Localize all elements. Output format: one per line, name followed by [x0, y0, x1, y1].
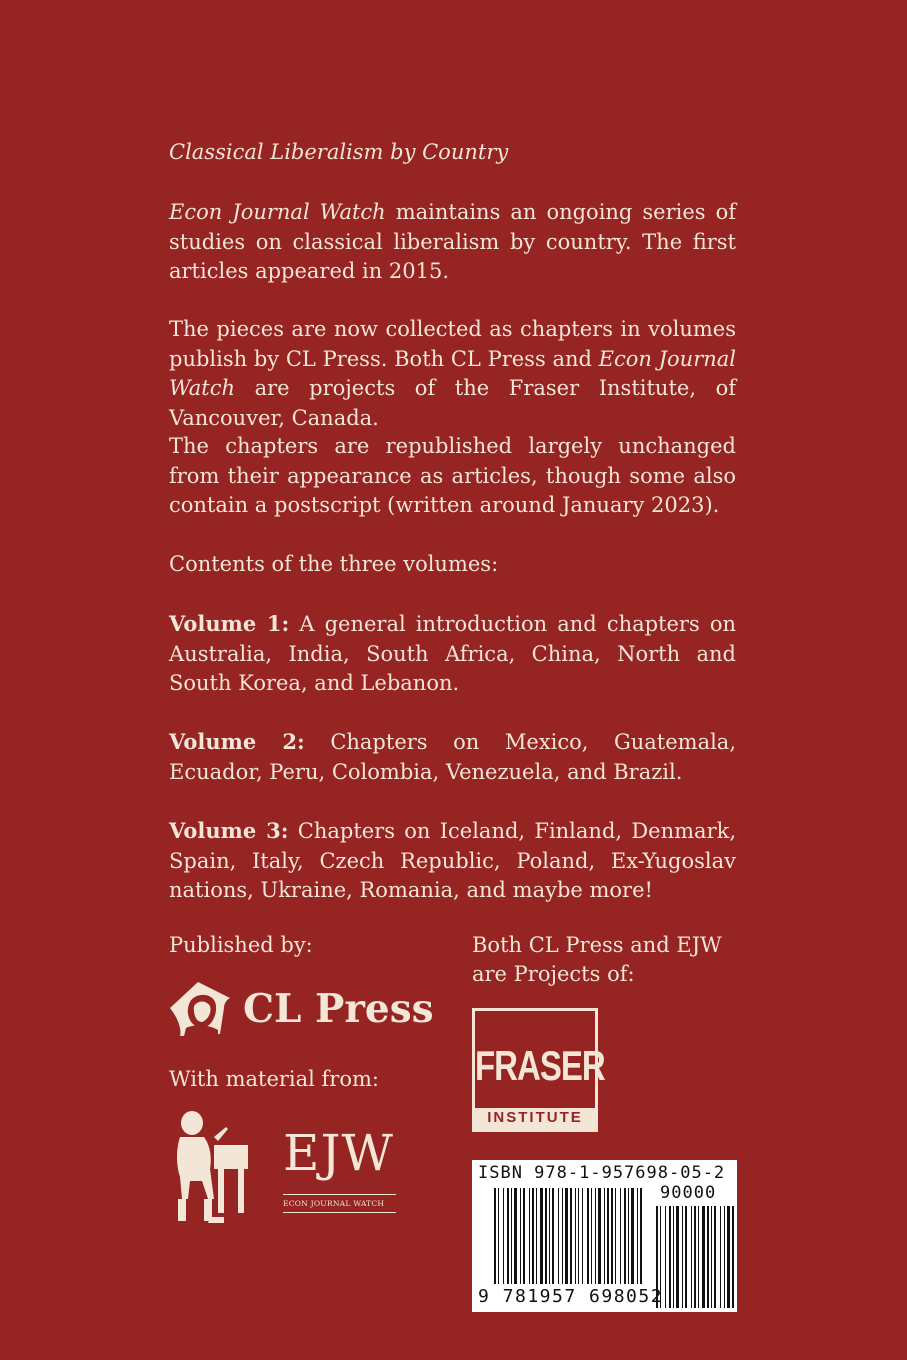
isbn-label: ISBN 978-1-957698-05-2: [478, 1163, 726, 1183]
published-by-label: Published by:: [169, 933, 313, 957]
barcode-bar: [682, 1206, 683, 1308]
barcode-bar: [694, 1206, 696, 1308]
fraser-name: FRASER: [475, 1042, 605, 1089]
journal-name: Econ Journal Watch: [169, 200, 386, 224]
barcode-bar: [665, 1206, 666, 1308]
paragraph-2: [169, 315, 736, 433]
cl-press-logo-icon: [168, 978, 236, 1040]
barcode-bar: [711, 1206, 712, 1308]
barcode-bar: [511, 1188, 512, 1284]
barcode-bar: [494, 1188, 496, 1284]
paragraph-3: The chapters are republished largely unchanged from their appearance as articles, though some also contain a postscript (written around January 2023).: [169, 434, 736, 517]
paragraph-1-text: maintains an ongoing series of studies on classical liberalism by country. The first articles appeared in 2015.: [169, 200, 736, 283]
contents-heading: Contents of the three volumes:: [169, 552, 499, 576]
barcode-bar: [582, 1188, 583, 1284]
paragraph-2-after: are projects of the Fraser Institute, of Vancouver, Canada.: [169, 376, 736, 430]
paragraph-2-before: The pieces are now collected as chapters in volumes publish by CL Press. Both CL Press and: [169, 317, 736, 371]
barcode-bar: [615, 1188, 616, 1284]
paragraph-1: [169, 198, 736, 287]
barcode-bar: [532, 1188, 534, 1284]
barcode-bar: [498, 1188, 499, 1284]
barcode-bar: [578, 1188, 579, 1284]
fraser-institute-text: INSTITUTE: [487, 1109, 583, 1126]
barcode-bar: [507, 1188, 509, 1284]
volume-label: Volume 2:: [169, 729, 305, 754]
volume-3: [169, 816, 736, 906]
fraser-institute-logo: [472, 1008, 605, 1132]
barcode-bar: [691, 1206, 692, 1308]
volume-label: Volume 1:: [169, 611, 290, 636]
price-code: 90000: [660, 1183, 717, 1203]
barcode-bar: [514, 1188, 517, 1284]
barcode-bar: [673, 1206, 674, 1308]
with-material-label: With material from:: [169, 1067, 379, 1091]
barcode-bar: [575, 1188, 576, 1284]
barcode-bar: [607, 1188, 609, 1284]
barcode-digits: 9 781957 698052: [478, 1286, 664, 1307]
barcode-bar: [620, 1188, 621, 1284]
barcode-bar: [732, 1206, 734, 1308]
projects-line-2: are Projects of:: [472, 962, 635, 986]
barcode-bar: [591, 1188, 592, 1284]
barcode-bar: [611, 1188, 613, 1284]
barcode-bar: [702, 1206, 705, 1308]
barcode-bar: [724, 1206, 725, 1308]
barcode-bar: [587, 1188, 589, 1284]
barcode-bar: [520, 1188, 521, 1284]
barcode-bar: [536, 1188, 537, 1284]
barcode-bar: [685, 1206, 687, 1308]
ejw-subtitle: ECON JOURNAL WATCH: [283, 1199, 385, 1208]
series-title: Classical Liberalism by Country: [169, 140, 509, 164]
journal-name: Econ Journal Watch: [169, 346, 736, 400]
ejw-logo-text: EJW: [283, 1124, 394, 1182]
ejw-divider: [283, 1212, 396, 1213]
barcode-bar: [637, 1188, 638, 1284]
barcode-bar: [727, 1206, 730, 1308]
barcode-bar: [624, 1188, 626, 1284]
ejw-figure-icon: [168, 1107, 252, 1225]
barcode-bar: [503, 1188, 504, 1284]
barcode-bar: [523, 1188, 525, 1284]
barcode-bar: [698, 1206, 699, 1308]
barcode-bar: [595, 1188, 596, 1284]
barcode-bar: [720, 1206, 721, 1308]
barcode-bar: [714, 1206, 716, 1308]
barcode-bar: [640, 1188, 642, 1284]
volume-2: [169, 727, 736, 787]
barcode-bar: [552, 1188, 554, 1284]
barcode-bar: [570, 1188, 572, 1284]
barcode-bar: [529, 1188, 530, 1284]
barcode-bar: [565, 1188, 568, 1284]
volume-text: A general introduction and chapters on Australia, India, South Africa, China, North and South Korea, and Lebanon.: [169, 612, 736, 695]
volume-text: Chapters on Iceland, Finland, Denmark, Spain, Italy, Czech Republic, Poland, Ex-Yugoslav nations, Ukraine, Romania, and maybe more!: [169, 819, 737, 902]
barcode-bar: [562, 1188, 563, 1284]
barcode-bar: [669, 1206, 671, 1308]
volume-label: Volume 3:: [169, 818, 289, 843]
projects-line-1: Both CL Press and EJW: [472, 933, 722, 957]
barcode-bar: [707, 1206, 709, 1308]
barcode-bar: [540, 1188, 543, 1284]
barcode-bar: [631, 1188, 634, 1284]
barcode-bar: [598, 1188, 601, 1284]
cl-press-logo-text: CL Press: [243, 986, 434, 1032]
volume-1: [169, 609, 736, 699]
isbn-barcode: [472, 1160, 737, 1312]
barcode-bar: [676, 1206, 679, 1308]
barcode-bar: [549, 1188, 550, 1284]
barcode-bar: [558, 1188, 559, 1284]
barcode-bar: [604, 1188, 605, 1284]
volume-text: Chapters on Mexico, Guatemala, Ecuador, Peru, Colombia, Venezuela, and Brazil.: [169, 730, 736, 784]
ejw-divider: [283, 1194, 396, 1195]
barcode-bar: [545, 1188, 547, 1284]
barcode-bar: [628, 1188, 629, 1284]
